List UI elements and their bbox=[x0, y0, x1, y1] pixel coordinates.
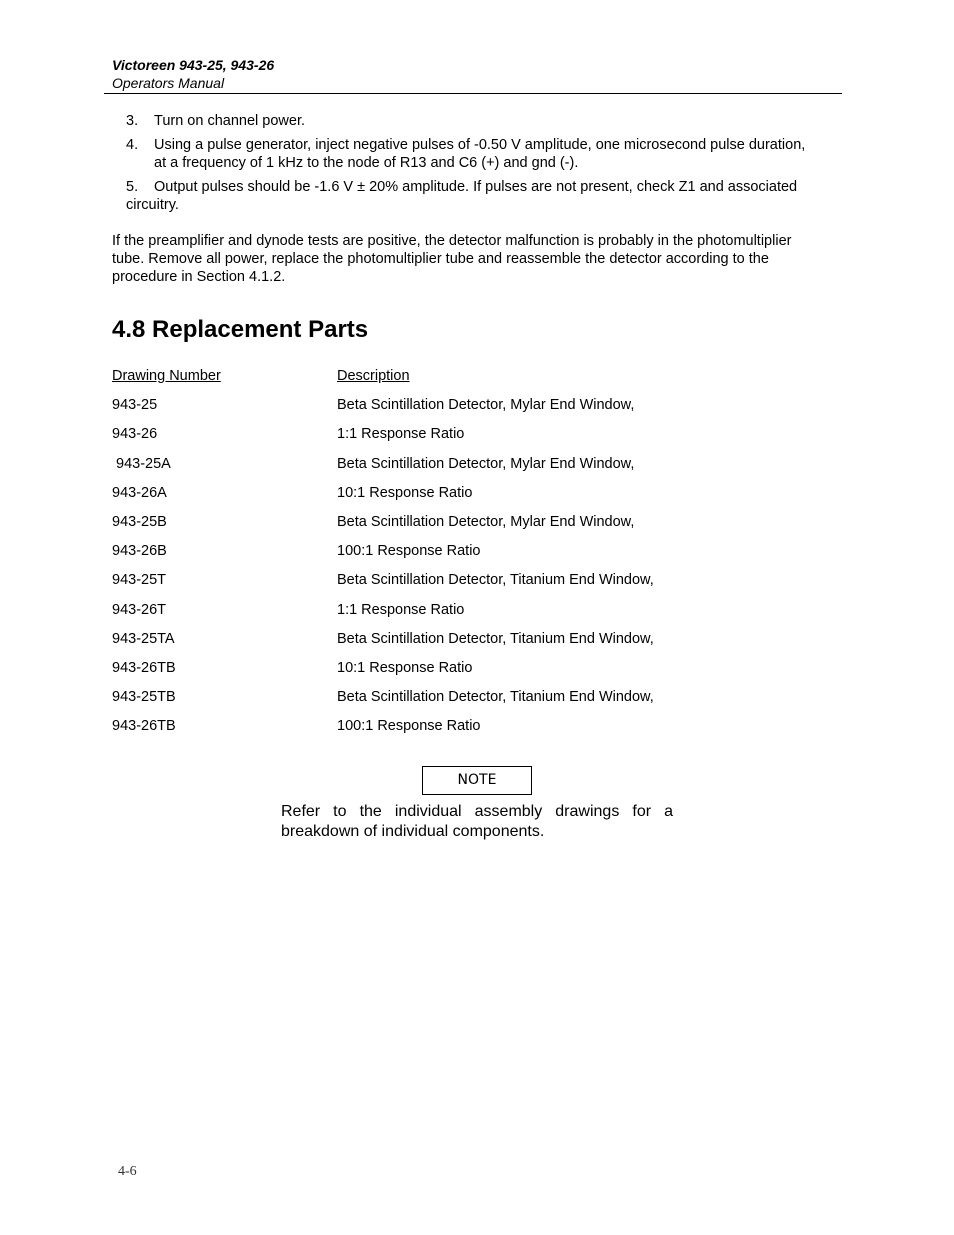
page-header bbox=[104, 56, 842, 94]
drawing-number: 943-26T bbox=[112, 601, 167, 618]
document-title: Victoreen 943-25, 943-26 bbox=[112, 57, 275, 73]
drawing-number: 943-25TA bbox=[112, 630, 175, 647]
column-header-drawing-number: Drawing Number bbox=[112, 368, 221, 384]
drawing-number: 943-25B bbox=[112, 513, 167, 530]
section-heading: 4.8 Replacement Parts bbox=[112, 316, 369, 343]
step-text: Output pulses should be -1.6 V ± 20% amplitude. If pulses are not present, check Z1 and associated circuitry. bbox=[126, 179, 798, 213]
column-header-description: Description bbox=[337, 368, 410, 384]
drawing-number: 943-25T bbox=[112, 572, 167, 589]
step-3 bbox=[126, 112, 816, 130]
drawing-number: 943-26TB bbox=[112, 659, 176, 676]
step-number: 5. bbox=[126, 179, 139, 195]
part-description: Beta Scintillation Detector, Titanium End Window, bbox=[337, 572, 654, 589]
part-description: Beta Scintillation Detector, Mylar End Window, bbox=[337, 513, 635, 530]
document-subtitle: Operators Manual bbox=[112, 75, 225, 91]
drawing-number: 943-26TB bbox=[112, 718, 176, 735]
note-text: Refer to the individual assembly drawings for a breakdown of individual components. bbox=[281, 803, 673, 840]
procedure-steps bbox=[126, 112, 816, 220]
part-description: 10:1 Response Ratio bbox=[337, 659, 473, 676]
drawing-number: 943-25TB bbox=[112, 689, 176, 706]
step-number: 4. bbox=[126, 137, 139, 153]
part-description: Beta Scintillation Detector, Titanium End Window, bbox=[337, 630, 654, 647]
part-description: 10:1 Response Ratio bbox=[337, 484, 473, 501]
part-description: Beta Scintillation Detector, Mylar End Window, bbox=[337, 455, 635, 472]
part-description: 100:1 Response Ratio bbox=[337, 543, 481, 560]
step-number: 3. bbox=[126, 113, 139, 129]
page-number: 4-6 bbox=[118, 1164, 137, 1179]
drawing-number: 943-26B bbox=[112, 543, 167, 560]
part-description: 1:1 Response Ratio bbox=[337, 426, 465, 443]
drawing-number: 943-26 bbox=[112, 426, 158, 443]
step-4 bbox=[126, 136, 816, 172]
step-text: Turn on channel power. bbox=[154, 113, 306, 129]
part-description: Beta Scintillation Detector, Titanium End Window, bbox=[337, 689, 654, 706]
part-description: 100:1 Response Ratio bbox=[337, 718, 481, 735]
part-description: Beta Scintillation Detector, Mylar End Window, bbox=[337, 397, 635, 414]
note-label: NOTE bbox=[422, 766, 532, 795]
body-paragraph: If the preamplifier and dynode tests are positive, the detector malfunction is probably in the photomultiplier tube. Remove all power, replace the photomultiplier tube and reassemble the detector according to the procedure in Section 4.1.2. bbox=[112, 233, 792, 285]
drawing-number: 943-26A bbox=[112, 484, 167, 501]
step-5 bbox=[126, 178, 816, 214]
drawing-number: 943-25A bbox=[112, 455, 171, 472]
step-text: Using a pulse generator, inject negative pulses of -0.50 V amplitude, one microsecond pulse duration, at a frequency of 1 kHz to the node of R13 and C6 (+) and gnd (-). bbox=[154, 137, 806, 171]
part-description: 1:1 Response Ratio bbox=[337, 601, 465, 618]
drawing-number: 943-25 bbox=[112, 397, 158, 414]
